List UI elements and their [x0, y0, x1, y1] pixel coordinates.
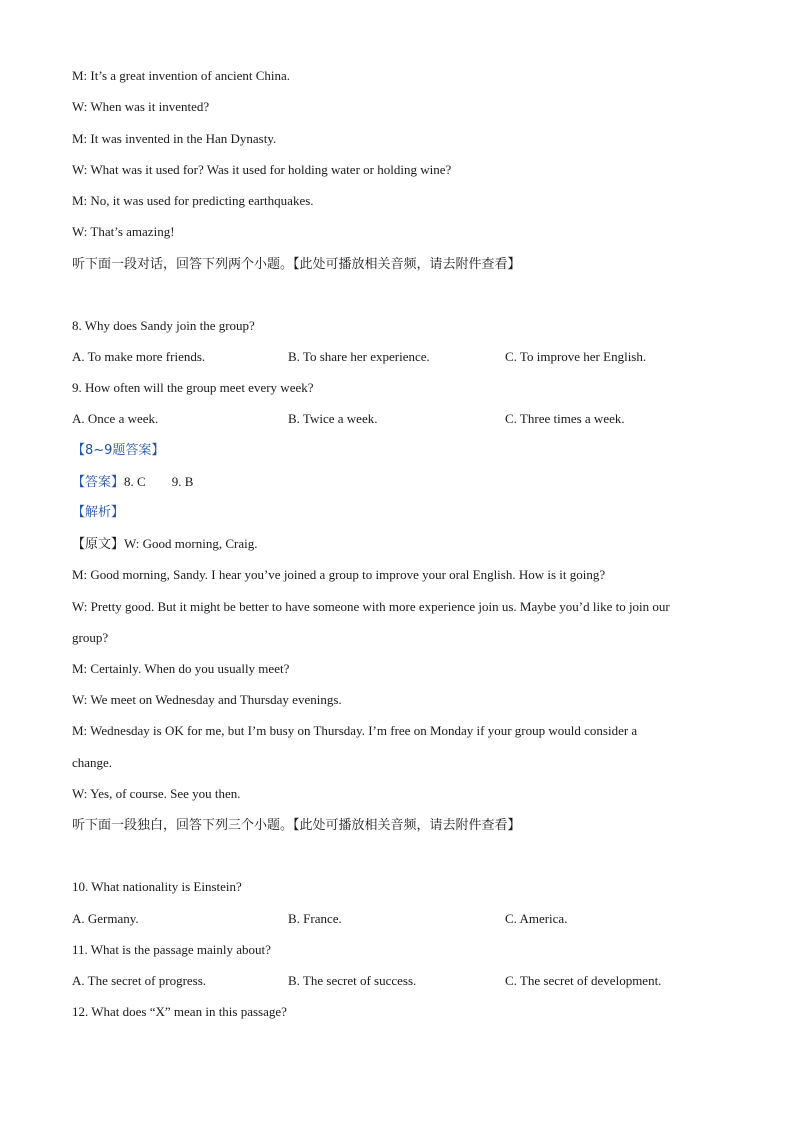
- dialogue1-line: W: What was it used for? Was it used for holding water or holding wine?: [72, 162, 452, 177]
- answer-line: [72, 474, 193, 491]
- original-label: 【原文】: [72, 537, 125, 552]
- analysis-label: 【解析】: [72, 505, 125, 520]
- question-9: 9. How often will the group meet every week?: [72, 380, 314, 395]
- dialogue2-line: M: Good morning, Sandy. I hear you’ve joined a group to improve your oral English. How is it going?: [72, 567, 606, 582]
- listening-instruction: 听下面一段独白，回答下列三个小题。【此处可播放相关音频，请去附件查看】: [72, 818, 521, 833]
- dialogue2-line: W: Pretty good. But it might be better to have someone with more experience join us. Maybe you’d like to join our: [72, 599, 670, 614]
- question-8: 8. Why does Sandy join the group?: [72, 318, 255, 333]
- dialogue1-line: W: That’s amazing!: [72, 224, 175, 239]
- q11-option-a: A. The secret of progress.: [72, 973, 207, 988]
- answer-9: 9. B: [171, 474, 194, 489]
- listening-instruction: 听下面一段对话，回答下列两个小题。【此处可播放相关音频，请去附件查看】: [72, 257, 521, 272]
- answer-8: 8. C: [124, 474, 146, 489]
- dialogue2-line: W: We meet on Wednesday and Thursday evenings.: [72, 692, 342, 707]
- answer-label: 【答案】: [72, 475, 125, 490]
- q8-option-c: C. To improve her English.: [505, 349, 647, 364]
- q8-option-b: B. To share her experience.: [288, 349, 430, 364]
- dialogue1-line: M: It was invented in the Han Dynasty.: [72, 131, 277, 146]
- question-12: 12. What does “X” mean in this passage?: [72, 1004, 287, 1019]
- original-text-line: [72, 536, 258, 553]
- q10-option-b: B. France.: [288, 911, 342, 926]
- dialogue2-line: M: Wednesday is OK for me, but I’m busy on Thursday. I’m free on Monday if your group would consider a: [72, 723, 638, 738]
- dialogue2-line: M: Certainly. When do you usually meet?: [72, 661, 290, 676]
- q11-option-b: B. The secret of success.: [288, 973, 417, 988]
- dialogue2-line: group?: [72, 630, 109, 645]
- q9-option-a: A. Once a week.: [72, 411, 159, 426]
- q9-option-c: C. Three times a week.: [505, 411, 625, 426]
- dialogue1-line: M: It’s a great invention of ancient China.: [72, 68, 291, 83]
- answer-header: 【8~9题答案】: [72, 443, 165, 458]
- dialogue1-line: W: When was it invented?: [72, 99, 210, 114]
- question-11: 11. What is the passage mainly about?: [72, 942, 271, 957]
- dialogue2-line: W: Yes, of course. See you then.: [72, 786, 241, 801]
- dialogue2-line: W: Good morning, Craig.: [124, 536, 258, 551]
- q8-option-a: A. To make more friends.: [72, 349, 206, 364]
- dialogue1-line: M: No, it was used for predicting earthquakes.: [72, 193, 314, 208]
- q9-option-b: B. Twice a week.: [288, 411, 378, 426]
- q10-option-c: C. America.: [505, 911, 568, 926]
- q10-option-a: A. Germany.: [72, 911, 139, 926]
- q11-option-c: C. The secret of development.: [505, 973, 662, 988]
- question-10: 10. What nationality is Einstein?: [72, 879, 242, 894]
- dialogue2-line: change.: [72, 755, 113, 770]
